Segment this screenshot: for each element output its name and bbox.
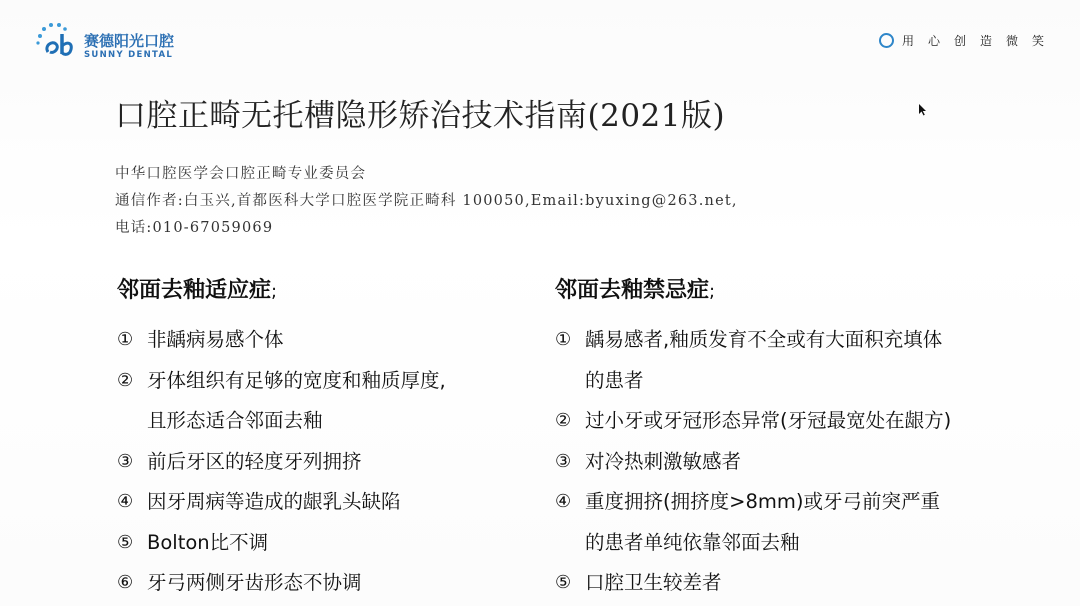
paper-phone: 电话:010-67059069 xyxy=(115,220,274,236)
list-item xyxy=(117,320,446,361)
item-number: ⑤ xyxy=(117,531,134,553)
item-text-line: 牙弓两侧牙齿形态不协调 xyxy=(147,571,362,594)
contraindications-section xyxy=(555,276,951,604)
item-number: ③ xyxy=(555,450,572,472)
list-item xyxy=(117,482,446,523)
item-number: ③ xyxy=(117,450,134,472)
item-text xyxy=(585,482,940,563)
item-number: ① xyxy=(117,329,134,350)
indications-section xyxy=(117,276,446,604)
contraindications-list xyxy=(555,320,951,604)
list-item xyxy=(555,442,951,483)
indications-heading: 邻面去釉适应症; xyxy=(117,278,278,303)
list-item xyxy=(555,320,951,401)
item-text-line: 的患者 xyxy=(585,368,644,392)
item-text xyxy=(147,442,362,483)
item-text xyxy=(585,442,741,483)
item-text xyxy=(585,320,942,401)
list-item xyxy=(555,563,951,604)
item-text-line: 龋易感者,釉质发育不全或有大面积充填体 xyxy=(585,328,943,351)
paper-author: 通信作者:白玉兴,首都医科大学口腔医学院正畸科 100050,Email:byuxing@263.net, xyxy=(115,193,738,209)
item-number: ④ xyxy=(555,491,572,512)
list-item xyxy=(117,361,446,442)
slogan xyxy=(879,32,1058,49)
item-text-line: 因牙周病等造成的龈乳头缺陷 xyxy=(147,490,401,513)
item-text-line: 非龋病易感个体 xyxy=(147,328,284,351)
brand-name-cn: 赛德阳光口腔 xyxy=(84,32,175,50)
item-number: ⑥ xyxy=(117,572,134,593)
item-text xyxy=(585,563,722,604)
item-text-line: 且形态适合邻面去釉 xyxy=(147,409,323,432)
list-item xyxy=(117,523,446,564)
brand-logo xyxy=(34,22,194,62)
item-text-line: 重度拥挤(拥挤度>8mm)或牙弓前突严重 xyxy=(585,490,940,513)
paper-committee: 中华口腔医学会口腔正畸专业委员会 xyxy=(115,166,367,182)
sunburst-logo-icon xyxy=(34,22,80,58)
contraindications-heading: 邻面去釉禁忌症; xyxy=(555,278,716,303)
item-text-line: 对冷热刺激敏感者 xyxy=(585,449,742,473)
list-item xyxy=(555,401,951,442)
item-text xyxy=(147,320,284,361)
item-text xyxy=(147,523,268,564)
item-number: ② xyxy=(117,369,134,391)
item-text-line: Bolton比不调 xyxy=(147,530,269,554)
ring-icon xyxy=(879,33,894,48)
item-text-line: 牙体组织有足够的宽度和釉质厚度, xyxy=(147,368,446,392)
item-number: ① xyxy=(555,329,572,350)
item-text xyxy=(147,563,362,604)
item-number: ⑤ xyxy=(555,572,572,593)
item-text xyxy=(585,401,951,442)
paper-title: 口腔正畸无托槽隐形矫治技术指南(2021版) xyxy=(115,98,726,134)
item-text xyxy=(147,361,446,442)
item-text-line: 的患者单纯依靠邻面去釉 xyxy=(585,530,800,554)
item-text-line: 口腔卫生较差者 xyxy=(585,571,722,594)
item-number: ② xyxy=(555,410,572,431)
item-text-line: 前后牙区的轻度牙列拥挤 xyxy=(147,449,362,473)
item-text-line: 过小牙或牙冠形态异常(牙冠最宽处在龈方) xyxy=(585,409,952,432)
list-item xyxy=(117,563,446,604)
mouse-cursor-icon xyxy=(919,104,927,116)
indications-list xyxy=(117,320,446,604)
brand-name-en: SUNNY DENTAL xyxy=(84,50,174,60)
item-number: ④ xyxy=(117,491,134,512)
item-text xyxy=(147,482,401,523)
slogan-text: 用心创造微笑 xyxy=(901,34,1058,48)
list-item xyxy=(555,482,951,563)
list-item xyxy=(117,442,446,483)
